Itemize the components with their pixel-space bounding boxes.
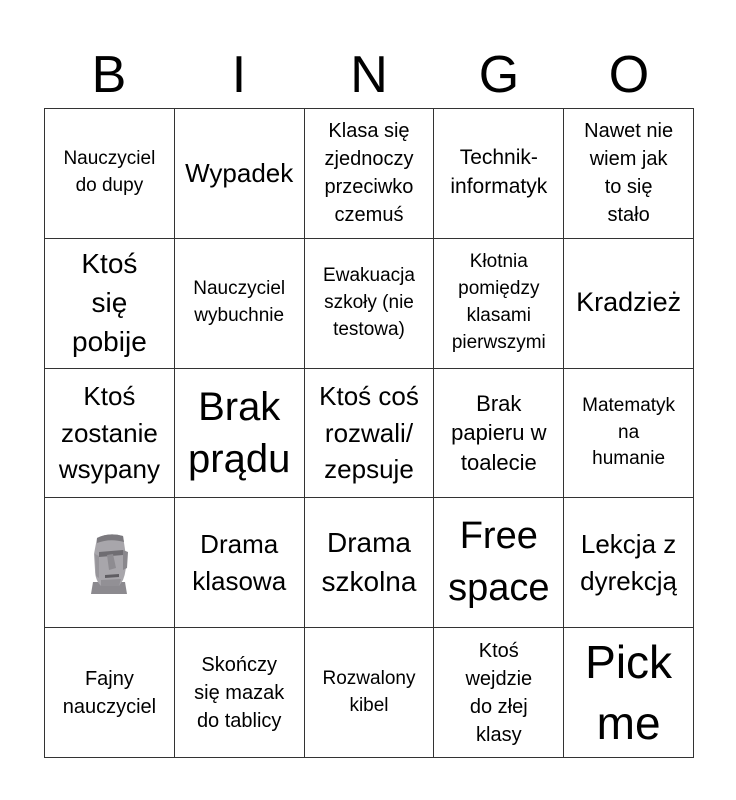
bingo-cell-r4-c4[interactable]: [564, 628, 694, 758]
cell-text: Brak prądu: [188, 384, 291, 481]
cell-text: Wypadek: [185, 158, 294, 189]
bingo-cell-r2-c2[interactable]: [305, 369, 435, 499]
cell-text: Drama klasowa: [192, 529, 287, 596]
cell-text: Technik- informatyk: [450, 146, 548, 199]
cell-text: Matematyk na humanie: [582, 394, 676, 470]
cell-text: Kłotnia pomiędzy klasami pierwszymi: [451, 251, 546, 354]
bingo-cell-r4-c2[interactable]: [305, 628, 435, 758]
cell-text: Ktoś się pobije: [72, 248, 147, 357]
cell-text: Klasa się zjednoczy przeciwko czemuś: [324, 120, 414, 227]
bingo-cell-r0-c2[interactable]: [305, 109, 435, 239]
bingo-cell-r3-c0[interactable]: [45, 498, 175, 628]
cell-text: Ktoś zostanie wsypany: [58, 381, 160, 485]
bingo-cell-r0-c3[interactable]: [434, 109, 564, 239]
cell-text: Brak papieru w toalecie: [451, 390, 547, 475]
cell-text: Ktoś coś rozwali/ zepsuje: [319, 381, 419, 485]
cell-text: Free space: [448, 515, 550, 609]
bingo-cell-r0-c4[interactable]: [564, 109, 694, 239]
bingo-cell-r1-c4[interactable]: [564, 239, 694, 369]
cell-text: Drama szkolna: [321, 527, 417, 597]
bingo-board: [44, 108, 694, 758]
cell-text: Fajny nauczyciel: [62, 667, 157, 718]
bingo-cell-r2-c0[interactable]: [45, 369, 175, 499]
bingo-cell-r0-c1[interactable]: [175, 109, 305, 239]
cell-text: Rozwalony kibel: [322, 667, 416, 716]
bingo-cell-r0-c0[interactable]: [45, 109, 175, 239]
bingo-header: [44, 40, 694, 110]
bingo-cell-r3-c1[interactable]: [175, 498, 305, 628]
cell-text: Nawet nie wiem jak to się stało: [584, 120, 674, 227]
bingo-cell-r3-c4[interactable]: [564, 498, 694, 628]
cell-text: Ktoś wejdzie do złej klasy: [465, 639, 533, 746]
header-letter-b: B: [91, 46, 127, 104]
bingo-cell-r3-c3[interactable]: [434, 498, 564, 628]
cell-text: Lekcja z dyrekcją: [580, 529, 677, 596]
bingo-cell-r4-c0[interactable]: [45, 628, 175, 758]
bingo-cell-r2-c1[interactable]: [175, 369, 305, 499]
cell-text: Ewakuacja szkoły (nie testowa): [323, 264, 415, 340]
bingo-cell-r1-c1[interactable]: [175, 239, 305, 369]
cell-text: Nauczyciel wybuchnie: [193, 278, 286, 327]
header-letter-n: N: [350, 46, 388, 104]
bingo-cell-r1-c3[interactable]: [434, 239, 564, 369]
cell-text: Nauczyciel do dupy: [63, 148, 156, 197]
bingo-cell-r4-c1[interactable]: [175, 628, 305, 758]
cell-text: Kradzież: [576, 287, 682, 318]
bingo-cell-r4-c3[interactable]: [434, 628, 564, 758]
bingo-cell-r2-c3[interactable]: [434, 369, 564, 499]
moai-statue-icon: [79, 530, 139, 596]
cell-text: Skończy się mazak do tablicy: [194, 653, 285, 732]
bingo-cell-r2-c4[interactable]: [564, 369, 694, 499]
cell-text: Pick me: [585, 635, 673, 749]
header-letter-i: I: [231, 46, 247, 104]
bingo-cell-r1-c0[interactable]: [45, 239, 175, 369]
bingo-cell-r1-c2[interactable]: [305, 239, 435, 369]
header-letter-g: G: [478, 46, 520, 104]
header-letter-o: O: [608, 46, 650, 104]
bingo-cell-r3-c2[interactable]: [305, 498, 435, 628]
